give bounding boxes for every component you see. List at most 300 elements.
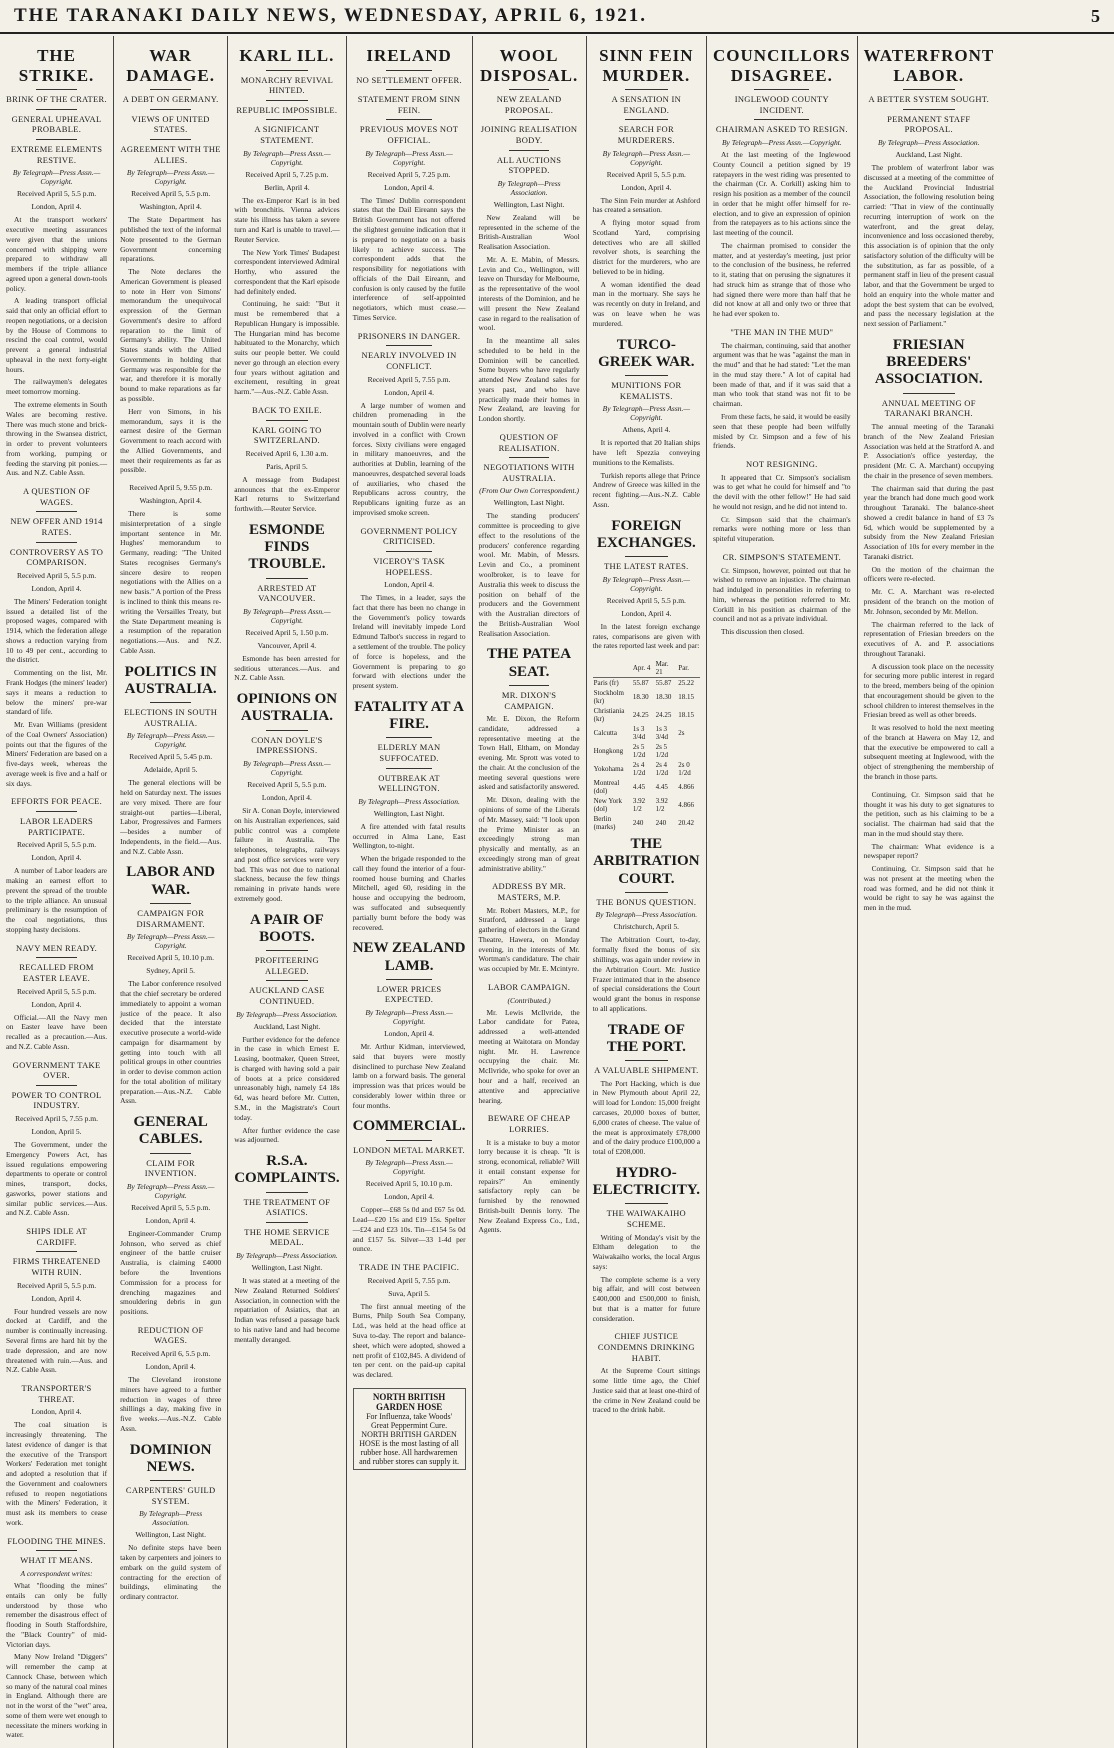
article <box>593 1165 700 1324</box>
subheadline: BACK TO EXILE. <box>252 404 322 415</box>
divider <box>386 70 431 71</box>
paragraph: A large number of women and children promenading in the mountain south of Dublin were nearly involved in a conflict with Crown forces. Sixty civilians were engaged in military manoeuvres, and the authorities at Dublin, learning of the manoeuvres, despatched several loads of auxiliaries, who chased the Republicans across country, the Republicans igniting furze as an improvised smoke screen. <box>352 400 466 517</box>
article <box>120 1442 221 1602</box>
subheadline: INGLEWOOD COUNTY INCIDENT. <box>734 94 829 115</box>
page-number: 5 <box>1091 5 1100 26</box>
subheadline: NO SETTLEMENT OFFER. <box>356 74 462 85</box>
divider <box>509 457 549 458</box>
divider <box>36 542 76 543</box>
paragraph: The chairman promised to consider the matter, and at yesterday's meeting, just prior to the conclusion of the business, he referred to it, stating that on perusing the signatures it had struck him as strange that of those who had signed there were more than half that he did not know at all and only two or three that he had ever spoken to. <box>713 240 851 319</box>
paragraph: A number of Labor leaders are making an earnest effort to prevent the spread of the trouble to the triple alliance. An unusual preliminary is the resumption of the coal negotiations, thus stopping hasty decisions. <box>6 866 108 934</box>
divider <box>903 89 955 90</box>
divider <box>266 730 308 731</box>
dateline: London, April 4. <box>261 792 312 802</box>
article <box>234 46 339 397</box>
table-cell: New York (dol) <box>593 797 623 814</box>
headline: A PAIR OF BOOTS. <box>249 911 324 945</box>
paragraph: Sir A. Conan Doyle, interviewed on his Australian experiences, said public control was a complete failure in Australia. The telephones, telegraphs, railways and post office services were very bad. This was not due to national slackness, because the few things remaining in private hands were extremely good. <box>234 805 340 903</box>
received-line: Received April 5, 5.5 p.m. <box>16 840 97 850</box>
paragraph: It was stated at a meeting of the New Zealand Returned Soldiers' Association, in connection with the repatriation of Asiatics, that an Indian was refused a passage back to his native land and had become mentally deranged. <box>234 1276 340 1344</box>
paragraph: Commenting on the list, Mr. Frank Hodges (the miners' leader) says it means a reduction to below the miners' pre-war standard of life. <box>6 668 108 717</box>
subheadline: FIRMS THREATENED WITH RUIN. <box>12 1256 101 1278</box>
dateline: London, April 5. <box>31 1127 82 1137</box>
paragraph: The Labor conference resolved that the chief secretary be ordered immediately to appoint a woman justice of the peace. It also decided that the interstate executive prosecute a world-wide campaign for disarmament by getting into touch with all political groups in other countries in order to devise common action for the total abolition of military preparation.—Aus.-N.Z. Cable Assn. <box>120 979 222 1106</box>
subheadline: NEGOTIATIONS WITH AUSTRALIA. <box>483 462 575 483</box>
paragraph: Mr. C. A. Marchant was re-elected president of the branch on the motion of Mr. Johnson, seconded by Mr. Mellon. <box>863 587 994 616</box>
subheadline: CR. SIMPSON'S STATEMENT. <box>722 552 842 563</box>
article <box>120 46 221 475</box>
paragraph: A woman identified the dead man in the mortuary. She says he was recently on duty in Ireland, and was on leave when he was murdered. <box>592 279 701 328</box>
column-8 <box>858 36 1000 1748</box>
divider <box>625 892 668 893</box>
subheadline: A SIGNIFICANT STATEMENT. <box>254 124 320 146</box>
table-cell: Calcutta <box>593 729 617 738</box>
byline: By Telegraph—Press Assn.—Copyright. <box>126 168 215 187</box>
paragraph: A flying motor squad from Scotland Yard, comprising detectives who are all skilled revolver shots, is searching the district for the murderers, who are believed to be in hiding. <box>592 218 701 276</box>
subheadline: VICEROY'S TASK HOPELESS. <box>373 555 445 577</box>
subheadline: PREVIOUS MOVES NOT OFFICIAL. <box>359 124 459 146</box>
subheadline: ADDRESS BY MR. MASTERS, M.P. <box>492 881 567 902</box>
article-body <box>6 1013 107 1052</box>
article-body <box>234 196 339 397</box>
dateline: Auckland, Last Night. <box>253 1021 321 1031</box>
divider <box>509 150 549 151</box>
divider <box>754 89 809 90</box>
headline: DOMINION NEWS. <box>129 1441 212 1475</box>
article-body <box>713 473 851 544</box>
byline: By Telegraph—Press Association. <box>595 910 698 920</box>
article <box>593 1331 700 1415</box>
subheadline: EXTREME ELEMENTS RESTIVE. <box>10 143 103 165</box>
paragraph: It appeared that Cr. Simpson's socialism was to get what he could for himself and "to the devil with the other fellow!" He had said he would not resign, and he did not intend to. <box>713 472 851 511</box>
divider <box>36 89 76 90</box>
headline: THE PATEA SEAT. <box>487 646 572 680</box>
divider <box>386 1140 431 1141</box>
subheadline: GENERAL UPHEAVAL PROBABLE. <box>11 113 102 135</box>
subheadline: QUESTION OF REALISATION. <box>498 431 560 453</box>
article-body <box>120 509 221 655</box>
article-body <box>353 1302 466 1380</box>
article-body <box>120 215 221 475</box>
paragraph: No definite steps have been taken by carpenters and joiners to embark on the guild system of contracting for the erection of buildings, eliminating the ordinary contractor. <box>120 1543 222 1602</box>
table-cell: 55.87 <box>655 679 672 688</box>
headline: TURCO-GREEK WAR. <box>598 336 695 370</box>
paragraph: A discussion took place on the necessity for securing more public interest in regard to the breed, members being of the opinion that encouragement should be given to the school children to interest themselves in the Friesian breed as well as other breeds. <box>863 661 994 720</box>
table-cell: 2s 5 1/2d <box>632 743 646 760</box>
subheadline: STATEMENT FROM SINN FEIN. <box>357 94 461 115</box>
subheadline: SHIPS IDLE AT CARDIFF. <box>26 1226 87 1247</box>
subheadline: NEW ZEALAND PROPOSAL. <box>496 94 562 115</box>
divider <box>625 556 668 557</box>
dateline: London, April 4. <box>384 1029 435 1039</box>
divider <box>625 1203 668 1204</box>
subheadline: A SENSATION IN ENGLAND. <box>611 94 682 115</box>
divider <box>36 957 76 958</box>
table-cell: 55.87 <box>632 679 649 688</box>
byline: By Telegraph—Press Assn.—Copyright. <box>243 606 331 625</box>
paragraph: At the Supreme Court sittings some little time ago, the Chief Justice said that at least one-third of the crime in New Zealand could be traced to the drink habit. <box>592 1366 701 1415</box>
table-header-row <box>593 659 700 678</box>
paragraph: In the meantime all sales scheduled to be held in the Dominion will be cancelled. Some buyers who have regularly attended New Zealand sales for years past, and who have practically made their homes in New Zealand, are leaving for London shortly. <box>478 336 580 424</box>
received-line: Received April 5, 1.50 p.m. <box>245 627 329 637</box>
paragraph: Writing of Monday's visit by the Eltham delegation to the Waiwakaiho works, the local Argus says: <box>592 1232 701 1271</box>
table-row <box>593 814 700 832</box>
article <box>6 486 107 788</box>
dateline: Auckland, Last Night. <box>895 149 963 159</box>
byline: By Telegraph—Press Assn.—Copyright. <box>602 574 691 593</box>
divider <box>36 811 76 812</box>
table-row <box>593 688 700 706</box>
headline: TRADE OF THE PORT. <box>606 1021 686 1055</box>
divider <box>266 70 308 71</box>
subheadline: CONAN DOYLE'S IMPRESSIONS. <box>251 734 323 756</box>
article <box>864 46 994 329</box>
byline: By Telegraph—Press Assn.—Copyright. <box>243 148 331 167</box>
paragraph: A fire attended with fatal results occurred in Alma Lane, East Wellington, to-night. <box>352 821 466 851</box>
table-header-cell: Apr. 4 <box>632 659 655 678</box>
paragraph: The Miners' Federation tonight issued a detailed list of the proposed wages, compared with 1914, which the federation allege shows a reduction varying from 10 to 49 per cent., according to the district. <box>6 596 108 665</box>
received-line: Received April 5, 10.10 p.m. <box>365 1179 453 1189</box>
headline: NEW ZEALAND LAMB. <box>352 940 466 974</box>
received-line: Received April 5, 9.55 p.m. <box>129 483 213 493</box>
paragraph: The coal situation is increasingly threatening. The latest evidence of danger is that the executive of the Transport Workers' Federation met tonight and adopted a resolution that if the Government and coalowners refused to reopen negotiations with the Miners' Federation, it must ask its members to cease work. <box>6 1420 108 1527</box>
column-2 <box>114 36 228 1748</box>
paragraph: The railwaymen's delegates meet tomorrow morning. <box>6 377 108 397</box>
article <box>234 912 339 1145</box>
headline: WAR DAMAGE. <box>126 46 215 85</box>
subheadline: MR. DIXON'S CAMPAIGN. <box>501 689 557 711</box>
received-line: Received April 5, 7.25 p.m. <box>245 169 329 179</box>
byline: By Telegraph—Press Assn.—Copyright. <box>365 148 453 167</box>
paragraph: Copper—£68 5s 0d and £67 5s 0d. Lead—£20 15s and £19 15s. Spelter—£24 and £23 10s. Tin—£154 5s 0d and £157 5s. Silver—33 1-4d per ounce. <box>352 1205 466 1254</box>
paragraph: After further evidence the case was adjourned. <box>234 1125 340 1145</box>
table-row <box>593 760 700 778</box>
headline: WATERFRONT LABOR. <box>863 46 995 85</box>
headline: POLITICS IN AUSTRALIA. <box>124 663 217 697</box>
paragraph: The Cleveland ironstone miners have agreed to a further reduction in wages of three shillings a day, making five in five weeks.—Aus.-N.Z. Cable Assn. <box>120 1375 222 1433</box>
article-body <box>234 1035 339 1145</box>
divider <box>386 345 431 346</box>
paragraph: Esmonde has been arrested for seditious utterances.—Aus. and N.Z. Cable Assn. <box>234 653 340 683</box>
subheadline: LABOR CAMPAIGN. <box>488 981 571 992</box>
article <box>6 1536 107 1741</box>
headline: FOREIGN EXCHANGES. <box>596 517 696 551</box>
subheadline: TRANSPORTER'S THREAT. <box>21 1383 92 1404</box>
article-body <box>593 935 700 1013</box>
subheadline: TRADE IN THE PACIFIC. <box>358 1262 460 1273</box>
subheadline: A QUESTION OF WAGES. <box>22 486 91 507</box>
subheadline: ALL AUCTIONS STOPPED. <box>496 154 562 176</box>
dateline: London, April 4. <box>384 580 435 590</box>
article-body <box>120 979 221 1106</box>
dateline: London, April 4. <box>31 1407 82 1417</box>
subheadline: PERMANENT STAFF PROPOSAL. <box>887 113 971 135</box>
table-cell: 2s 4 1/2d <box>655 761 669 778</box>
article <box>593 337 700 510</box>
article-body <box>6 866 107 934</box>
article <box>713 552 851 637</box>
table-cell: Paris (fr) <box>593 679 619 688</box>
dateline: Wellington, Last Night. <box>251 1263 323 1273</box>
article-body <box>593 196 700 329</box>
divider <box>625 89 668 90</box>
article-body <box>234 806 339 904</box>
byline: (Contributed.) <box>507 995 551 1005</box>
headline: COUNCILLORS DISAGREE. <box>713 46 851 85</box>
subheadline: CLAIM FOR INVENTION. <box>144 1157 197 1179</box>
dateline: London, April 4. <box>31 583 82 593</box>
ad-headline: NORTH BRITISH GARDEN HOSE <box>372 1391 446 1412</box>
subheadline: LONDON METAL MARKET. <box>353 1144 465 1155</box>
article-body <box>593 1233 700 1324</box>
dateline: London, April 4. <box>31 853 82 863</box>
paragraph: Cr. Simpson said that the chairman's remarks were nothing more or less than spiteful vituperation. <box>713 514 851 544</box>
column-7 <box>707 36 858 1748</box>
paragraph: Turkish reports allege that Prince Andrew of Greece was killed in the recent fighting.—Aus.-N.Z. Cable Assn. <box>592 470 701 509</box>
article-body <box>353 593 466 691</box>
divider <box>386 768 431 769</box>
divider <box>266 119 308 120</box>
article <box>234 1153 339 1344</box>
table-cell: 4.866 <box>678 801 695 810</box>
headline: SINN FEIN MURDER. <box>599 46 694 85</box>
paragraph: At the last meeting of the Inglewood County Council a petition signed by 19 ratepayers in the west riding was presented to the chairman (Cr. A. Corkill) asking him to resign his position as a member of the council in order that he might offer himself for re-election, and to give an expression of opinion from the ratepayers as to his actions since the last meeting of the council. <box>713 149 851 238</box>
table-cell: 4.45 <box>632 783 646 792</box>
table-cell: Stockholm (kr) <box>593 689 624 706</box>
paragraph: Herr von Simons, in his memorandum, says it is the earnest desire of the German Government to reach accord with the Allied Governments, and meet their requirements as far as possible. <box>120 406 222 475</box>
article-body <box>6 215 107 478</box>
received-line: Received April 5, 5.5 p.m. <box>16 986 97 996</box>
article-body <box>120 1543 221 1602</box>
paragraph: At the transport workers' executive meeting assurances were given that the unions concerned with shipping were prepared to withdraw all members if the triple alliance agreed upon a general down-tools policy. <box>6 215 108 293</box>
divider <box>150 139 190 140</box>
divider <box>386 119 431 120</box>
received-line: Received April 6, 1.30 a.m. <box>245 448 329 458</box>
divider <box>266 578 308 579</box>
dateline: London, April 4. <box>384 182 435 192</box>
table-cell: 4.866 <box>678 783 695 792</box>
article <box>479 881 580 974</box>
divider <box>150 702 190 703</box>
received-line: Received April 5, 5.45 p.m. <box>129 752 213 762</box>
divider <box>625 375 668 376</box>
headline: COMMERCIAL. <box>352 1118 466 1135</box>
article-body <box>353 1205 466 1254</box>
article <box>120 1114 221 1317</box>
columns-container <box>0 36 1114 1740</box>
divider <box>386 551 431 552</box>
table-cell: 240 <box>655 819 667 828</box>
byline: By Telegraph—Press Assn.—Copyright. <box>126 932 215 951</box>
subheadline: ELECTIONS IN SOUTH AUSTRALIA. <box>124 707 218 728</box>
paragraph: The Sinn Fein murder at Ashford has created a sensation. <box>592 195 701 215</box>
dateline: London, April 4. <box>145 1362 196 1372</box>
table-cell: 18.30 <box>632 693 649 702</box>
received-line: Received April 5, 7.55 p.m. <box>367 374 451 384</box>
paragraph: A leading transport official said that only an official effort to reopen negotiations, or a decision by the House of Commons to rescind the coal control, would prevent a general industrial upheaval in the next forty-eight hours. <box>6 296 108 374</box>
dateline: Christchurch, April 5. <box>613 922 680 932</box>
paragraph: The Times, in a leader, says the fact that there has been no change in the Government's policy towards Ireland will inevitably impede Lord Edmund Talbot's success in regard to a settlement of the trouble. The policy of force is hopeless, and the Government is preparing to go forward with elections under the present system. <box>352 593 466 691</box>
article-body <box>234 654 339 683</box>
paragraph: The chairman, continuing, said that another argument was that he was "against the man in the mud" and that he had stated: "Let the man in the mud stay there." A lot of capital had been made of that, and if it was said that a man who took that stand was not fit to be chairman. <box>713 340 851 409</box>
paragraph: Many Now Ireland "Diggers" will remember the camp at Cannock Chase, between which so many of the natural coal mines in England. Although there are not in the worst of the "wet" area, some of them were wet enough to necessitate the miners working in water. <box>6 1652 108 1740</box>
article-body <box>353 401 466 518</box>
received-line: Received April 5, 5.5 p.m. <box>131 1202 211 1212</box>
headline: LABOR AND WAR. <box>126 864 216 898</box>
table-cell: Hongkong <box>593 747 624 756</box>
table-cell: 18.15 <box>678 711 695 720</box>
dateline: Washington, April 4. <box>139 202 202 212</box>
dateline: Suva, April 5. <box>388 1288 430 1298</box>
paragraph: It was resolved to hold the next meeting of the branch at Hawera on May 12, and that the executive be empowered to call a subsequent meeting at Inglewood, with the object of strengthening the membership of the branch in those parts. <box>863 723 994 782</box>
article <box>353 331 466 518</box>
divider <box>36 1085 76 1086</box>
table-row <box>593 778 700 796</box>
article <box>6 943 107 1052</box>
article <box>120 864 221 1106</box>
table-cell: 1s 3 3/4d <box>655 725 669 742</box>
dateline: London, April 4. <box>31 202 82 212</box>
divider <box>266 420 308 421</box>
article-body <box>6 1420 107 1527</box>
article <box>6 46 107 478</box>
subheadline: LABOR LEADERS PARTICIPATE. <box>20 816 94 837</box>
article-body <box>353 1042 466 1110</box>
received-line: Received April 5, 5.5 p.m. <box>16 1280 97 1290</box>
subheadline: THE LATEST RATES. <box>604 561 689 572</box>
article-body <box>120 1375 221 1434</box>
paragraph: From these facts, he said, it would be easily seen that these people had been wilfully misled by Cr. Simpson and a few of his friends. <box>713 411 851 451</box>
subheadline: AUCKLAND CASE CONTINUED. <box>249 985 325 1006</box>
article <box>120 664 221 857</box>
article <box>479 982 580 1105</box>
exchange-rates-table <box>593 659 700 832</box>
article <box>234 522 339 683</box>
table-header-cell: Par. <box>677 659 700 678</box>
divider <box>625 119 668 120</box>
table-cell: 3.92 1/2 <box>655 797 668 814</box>
dateline: Wellington, Last Night. <box>493 199 565 209</box>
table-cell: 3.92 1/2 <box>632 797 646 814</box>
table-cell: 1s 3 3/4d <box>632 725 646 742</box>
paragraph: Mr. A. E. Mabin, of Messrs. Levin and Co., Wellington, will leave on Thursday for Melbourne, as the representative of the wool interests of the Dominion, and he will present the New Zealand case in regard to the realisation of wool. <box>478 254 580 333</box>
paragraph: The New York Times' Budapest correspondent interviewed Admiral Horthy, who assured the correspondent that the Karl episode had definitely ended. <box>234 247 340 296</box>
divider <box>266 1192 308 1193</box>
subheadline: NAVY MEN READY. <box>16 942 98 953</box>
received-line: Received April 5, 5.5 p.m. <box>606 169 686 179</box>
table-row <box>593 724 700 742</box>
subheadline: NEARLY INVOLVED IN CONFLICT. <box>361 350 457 371</box>
paragraph: A message from Budapest announces that the ex-Emperor Karl returns to Switzerland forthwith.—Reuter Service. <box>234 474 340 514</box>
article <box>353 46 466 323</box>
article <box>6 796 107 934</box>
advertisement <box>353 1388 466 1470</box>
article <box>864 337 994 782</box>
table-cell: Yokohama <box>593 765 624 774</box>
table-header-cell <box>593 659 632 678</box>
subheadline: WHAT IT MEANS. <box>20 1555 93 1566</box>
article-body <box>864 422 994 782</box>
article <box>713 459 851 544</box>
paragraph: Mr. Evan Williams (president of the Coal Owners' Association) points out that the figures of the Miners' Federation are based on a five-days week, whereas the average week is five and a half or six days. <box>6 720 108 788</box>
article-body <box>864 163 994 329</box>
article <box>6 1226 107 1375</box>
dateline: Berlin, April 4. <box>264 182 310 192</box>
subheadline: FLOODING THE MINES. <box>7 1535 106 1546</box>
dateline: London, April 4. <box>621 608 672 618</box>
article <box>593 1022 700 1157</box>
paragraph: What "flooding the mines" entails can only be fully understood by those who remember the disastrous effect of flooding in South Staffordshire, the "Black Country" of mid-Victorian days. <box>6 1581 108 1649</box>
dateline: London, April 4. <box>384 387 435 397</box>
subheadline: POWER TO CONTROL INDUSTRY. <box>11 1089 102 1111</box>
dateline: London, April 4. <box>621 182 672 192</box>
article <box>713 327 851 451</box>
received-line: Received April 5, 5.5 p.m. <box>16 570 97 580</box>
column-4 <box>347 36 473 1748</box>
received-line: Received April 5, 5.5 p.m. <box>247 779 327 789</box>
paragraph: Mr. Arthur Kidman, interviewed, said that buyers were mostly disinclined to purchase New Zealand lamb on a forward basis. The general impression was that prices would be considerably lower within three or four months. <box>352 1042 466 1110</box>
subheadline: REDUCTION OF WAGES. <box>137 1324 204 1346</box>
article-body <box>353 196 466 323</box>
subheadline: PRISONERS IN DANGER. <box>357 330 461 341</box>
article <box>353 940 466 1110</box>
article-body <box>713 566 851 637</box>
paragraph: Cr. Simpson, however, pointed out that he wished to remove an injustice. The chairman had indulged in personalities in referring to him, whereas the petition referred to Mr. Corkill in his position as chairman of the council and not as a private individual. <box>713 565 851 624</box>
newspaper-title: THE TARANAKI DAILY NEWS, WEDNESDAY, APRIL 6, 1921. <box>14 5 648 26</box>
article <box>234 405 339 514</box>
table-cell: Berlin (marks) <box>593 815 616 832</box>
article-body <box>713 341 851 451</box>
paragraph: It is a mistake to buy a motor lorry because it is cheap. "It is strong, economical, reliable? Will it entail constant expense for repairs?" An eminently satisfactory reply can be furnished by the renowned British-built Dennis lorry. The New Zealand Express Co., Ltd., Agents. <box>478 1137 580 1235</box>
received-line: Received April 5, 5.5 p.m. <box>16 189 97 199</box>
subheadline: A BETTER SYSTEM SOUGHT. <box>868 94 990 105</box>
subheadline: RECALLED FROM EASTER LEAVE. <box>19 962 94 983</box>
byline: By Telegraph—Press Assn.—Copyright. <box>365 1158 453 1177</box>
article-body <box>479 1008 580 1106</box>
table-cell: 20.42 <box>678 819 695 828</box>
article-body <box>479 1138 580 1236</box>
subheadline: A DEBT ON GERMANY. <box>122 94 219 105</box>
byline: By Telegraph—Press Assn.—Copyright. <box>126 1181 215 1200</box>
ad-text: For Influenza, take Woods' Great Peppermint Cure. NORTH BRITISH GARDEN HOSE is the most lasting of all rubber hose. All hardwaremen and rubber stores can supply it. <box>359 1411 460 1466</box>
subheadline: ANNUAL MEETING OF TARANAKI BRANCH. <box>881 397 976 419</box>
article-body <box>234 1276 339 1344</box>
article-body <box>6 1140 107 1218</box>
paragraph: The first annual meeting of the Burns, Philp South Sea Company, Ltd., was held at the head office at Suva to-day. The report and balance-sheet, which were adopted, showed a nett profit of £102,845. A dividend of ten per cent. on the paid-up capital was declared. <box>352 1301 466 1380</box>
headline: R.S.A. COMPLAINTS. <box>234 1153 340 1187</box>
paragraph: New Zealand will be represented in the scheme of the British-Australian Wool Realisation Association. <box>478 212 580 252</box>
dateline: Vancouver, April 4. <box>257 640 317 650</box>
divider <box>150 109 190 110</box>
byline: By Telegraph—Press Assn.—Copyright. <box>602 148 691 167</box>
column-3 <box>228 36 346 1748</box>
article-body <box>479 511 580 638</box>
table-cell: 2s <box>678 729 685 738</box>
paragraph: The general elections will be held on Saturday next. The issues are very mixed. There are four straight-out parties—Liberal, Labor, Progressives and Farmers—besides a number of Independents, in the field.—Aus. and N.Z. Cable Assn. <box>120 778 222 856</box>
article <box>120 1325 221 1434</box>
dateline: Adelaide, April 5. <box>143 765 198 775</box>
subheadline: REPUBLIC IMPOSSIBLE. <box>236 104 338 115</box>
paragraph: The chairman: What evidence is a newspaper report? <box>863 841 994 861</box>
table-cell <box>677 742 700 760</box>
subheadline: ELDERLY MAN SUFFOCATED. <box>377 742 441 763</box>
dateline: Wellington, Last Night. <box>373 808 445 818</box>
paragraph: The Government, under the Emergency Powers Act, has issued regulations empowering departments to operate or control mines, transport, docks, gasworks, power stations and similar public services.—Aus. and N.Z. Cable Assn. <box>6 1140 108 1218</box>
byline: By Telegraph—Press Assn.—Copyright. <box>12 168 101 187</box>
table-cell: Montreal (dol) <box>593 779 620 796</box>
subheadline: THE TREATMENT OF ASIATICS. <box>243 1196 331 1218</box>
dateline: Washington, April 4. <box>139 496 202 506</box>
